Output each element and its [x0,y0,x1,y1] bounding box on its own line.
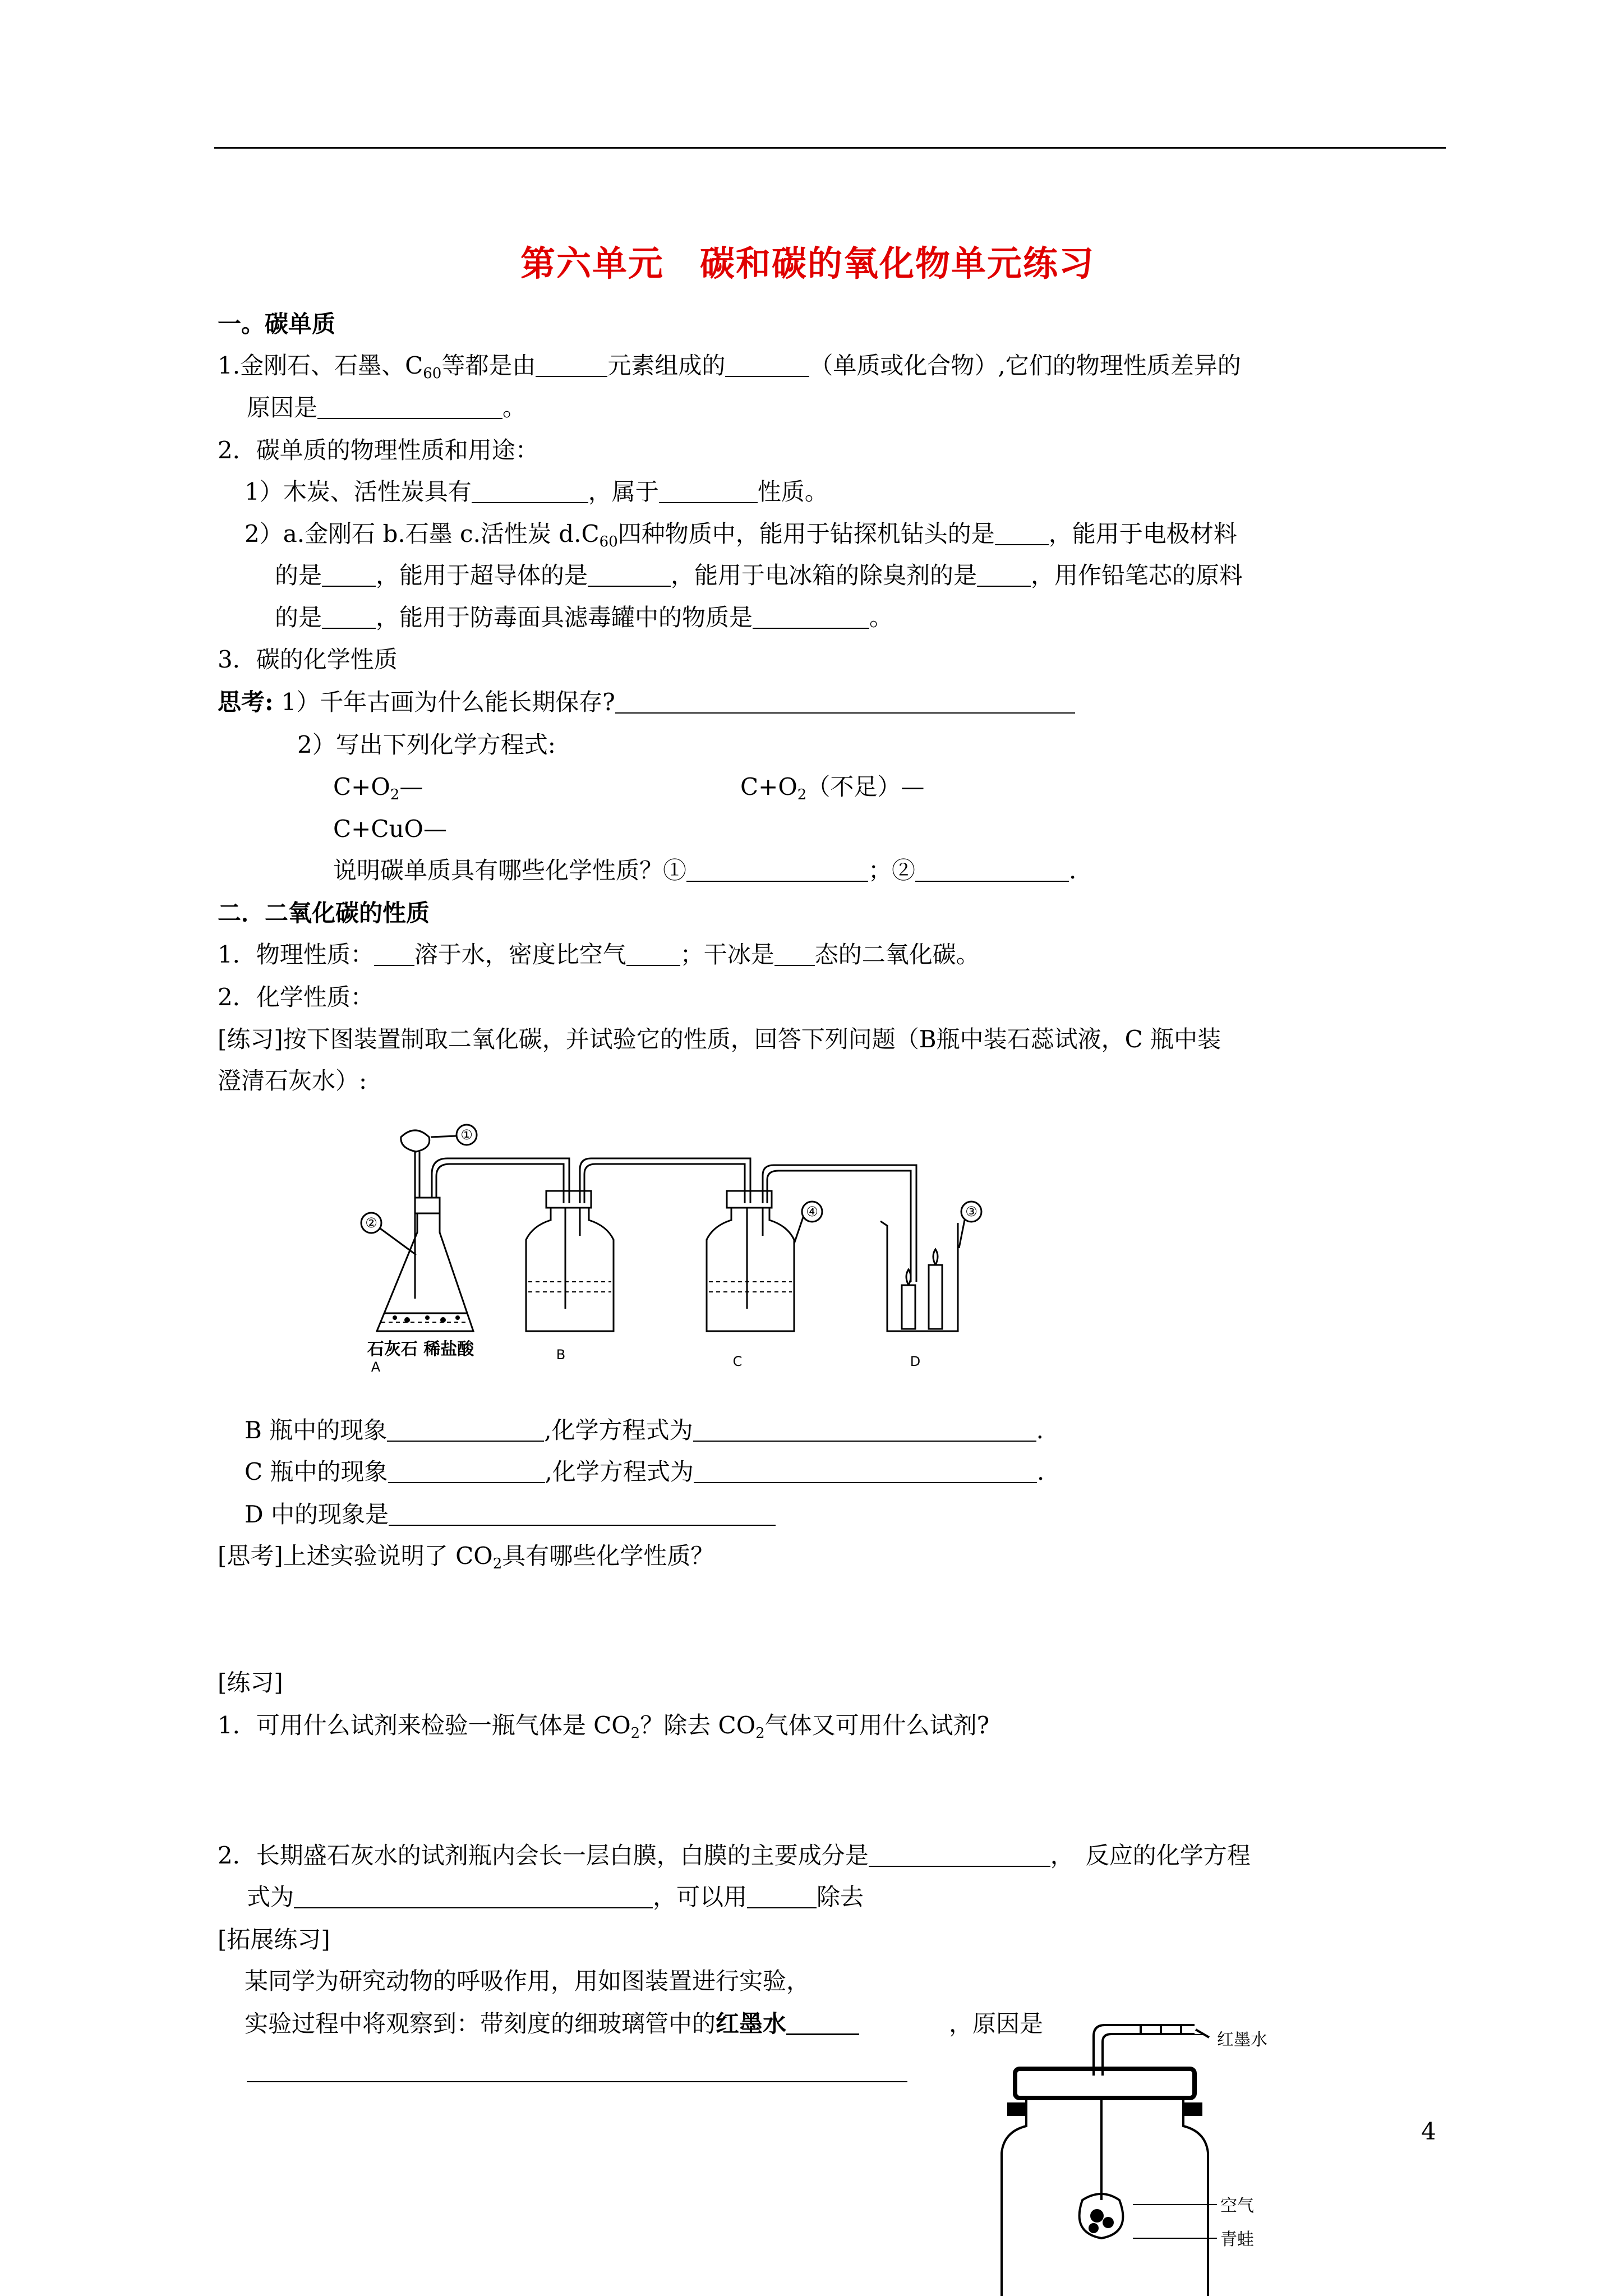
result-d [245,1498,776,1531]
section2-heading: 二．二氧化碳的性质 [218,899,430,927]
flame-1-icon [906,1269,911,1285]
q1-blank-type[interactable] [725,353,809,377]
explain-text-b: ；② [868,857,916,884]
result-d-blank[interactable] [389,1502,776,1526]
q2-blank-deodorant[interactable] [977,563,1031,587]
funnel-icon [401,1130,430,1152]
q2-blank-gasmask[interactable] [753,605,869,629]
equation-2 [740,770,924,812]
result-c-text-a: C 瓶中的现象 [245,1458,388,1485]
q3-think2: 2）写出下列化学方程式: [297,731,556,758]
q1-text-b: 等都是由 [441,352,536,379]
practice-q2-e: 除去 [817,1883,864,1911]
section1-heading: 一。碳单质 [218,310,336,338]
stopper-a [415,1198,440,1213]
label-air: 空气 [1220,2196,1254,2216]
think1-blank[interactable] [615,690,1075,714]
s2-p1-c: ；干冰是 [680,941,774,968]
q2-l1-text-c: 性质。 [757,478,828,505]
q2-l3-text-c: ，能用于电冰箱的除臭剂的是 [671,562,978,589]
label-frog: 青蛙 [1220,2230,1254,2249]
practice-q2-blank-component[interactable] [869,1843,1050,1867]
q2-l2-sub: 60 [599,533,618,550]
q2-l2-text-c: ，能用于电极材料 [1048,520,1237,547]
q1-blank-reason[interactable] [317,395,502,419]
q3-think1 [218,685,1075,719]
eq1-b: — [399,773,423,800]
q2-line3 [275,559,1243,592]
q1-text-d: （单质或化合物）,它们的物理性质差异的 [809,352,1241,379]
extension-red-ink: 红墨水 [716,2010,787,2037]
extension-label: [拓展练习] [218,1926,330,1953]
q1-text-e: 原因是 [247,394,318,421]
frog-respiration-figure [993,2003,1430,2296]
s2-p1-a: 1．物理性质： [218,941,374,968]
practice-q2-blank-remover[interactable] [747,1885,817,1908]
q2-l1-text-a: 1）木炭、活性炭具有 [245,478,472,505]
s2-think-a: [思考]上述实验说明了 CO [218,1542,493,1570]
practice-q2-c: 式为 [247,1883,294,1911]
q2-l3-text-a: 的是 [275,562,322,589]
page-title: 第六单元 碳和碳的氧化物单元练习 [520,243,1095,284]
practice-q1-c: 气体又可用什么试剂? [764,1711,990,1739]
result-d-text: D 中的现象是 [245,1501,389,1528]
s2-exercise-line2: 澄清石灰水）: [218,1067,367,1094]
extension-answer-line[interactable] [247,2081,907,2082]
explain-text-a: 说明碳单质具有哪些化学性质？① [333,857,687,884]
bottle-b [526,1208,614,1331]
bottle-stopper [1015,2069,1195,2098]
result-c-text-b: ,化学方程式为 [545,1458,694,1485]
q2-blank-electrode[interactable] [322,563,376,587]
s2-blank-density[interactable] [626,942,680,966]
result-b-blank-equation[interactable] [693,1418,1036,1442]
practice-q2-blank-equation[interactable] [294,1885,653,1908]
practice-q1-sub2: 2 [755,1725,765,1742]
practice-label: [练习] [218,1669,283,1696]
extension-line1: 某同学为研究动物的呼吸作用，用如图装置进行实验， [245,1967,810,1995]
think-label: 思考: [218,688,274,716]
practice-q2-line2 [247,1880,864,1914]
result-b-text-a: B 瓶中的现象 [245,1416,388,1444]
header-rule [214,147,1446,149]
q2-blank-drill[interactable] [995,522,1049,545]
practice-q1-sub1: 2 [630,1725,640,1742]
result-b-blank-phenomenon[interactable] [387,1418,544,1442]
label-a-caption: 石灰石 稀盐酸 [367,1340,474,1359]
candle-2-icon [929,1265,942,1329]
practice-q1-b: ？除去 CO [640,1711,756,1739]
label-3: ③ [965,1204,978,1220]
beaker-d [880,1221,958,1331]
extension-blank-red-ink[interactable] [786,2011,859,2035]
extension-l2-c: ，原因是 [949,2010,1044,2037]
q2-l3-text-d: ，用作铅笔芯的原料 [1031,562,1243,589]
q2-l4-text-a: 的是 [275,604,322,631]
eq1-a: C+O [333,773,390,800]
page-number: 4 [1421,2118,1436,2145]
practice-q2-line1 [218,1839,1251,1872]
s2-p1-b: 溶于水，密度比空气 [414,941,626,968]
stopper-c [727,1191,772,1208]
result-c-blank-equation[interactable] [694,1460,1037,1483]
think1-text: 1）千年古画为什么能长期保存? [281,688,615,716]
q1-text-a: 1.金刚石、石墨、C [218,352,423,379]
q3-heading: 3．碳的化学性质 [218,646,398,673]
q2-l2-text-a: 2）a.金刚石 b.石墨 c.活性炭 d.C [245,520,600,547]
label-c: C [732,1354,743,1369]
eq2-b: （不足）— [806,773,925,800]
q1-line1 [218,349,1241,390]
q2-line4 [275,601,893,634]
explain-blank-2[interactable] [915,858,1069,882]
candle-1-icon [902,1285,915,1329]
result-b-text-b: ,化学方程式为 [544,1416,693,1444]
s2-exercise-line1: [练习]按下图装置制取二氧化碳，并试验它的性质，回答下列问题（B瓶中装石蕊试液，C 瓶中装 [218,1025,1221,1053]
q2-blank-property[interactable] [472,480,588,503]
extension-l2-a: 实验过程中将观察到：带刻度的细玻璃管中的 [245,2010,716,2037]
q3-explain [333,854,1076,887]
explain-blank-1[interactable] [686,858,868,882]
s2-think [218,1539,714,1581]
q2-heading: 2．碳单质的物理性质和用途： [218,436,539,464]
bottle-c [707,1208,794,1331]
practice-q2-d: ，可以用 [653,1883,748,1911]
s2-chemical: 2．化学性质： [218,983,374,1011]
s2-blank-state[interactable] [774,942,815,966]
result-b-text-c: . [1036,1416,1044,1444]
q1-text-c: 元素组成的 [607,352,726,379]
label-1: ① [460,1127,473,1143]
result-c-text-c: . [1036,1458,1045,1485]
q2-l1-text-b: ，属于 [588,478,659,505]
q2-blank-pencil[interactable] [322,605,376,629]
eq2-a: C+O [740,773,797,800]
explain-text-c: . [1069,857,1077,884]
result-c-blank-phenomenon[interactable] [388,1460,545,1483]
flame-2-icon [933,1249,938,1265]
s2-think-sub: 2 [492,1556,502,1572]
q1-blank-element[interactable] [536,353,607,377]
label-b: B [556,1347,566,1363]
q1-sub: 60 [423,365,442,382]
practice-q1-a: 1．可用什么试剂来检验一瓶气体是 CO [218,1711,631,1739]
s2-p1-d: 态的二氧化碳。 [814,941,980,968]
label-4: ④ [806,1204,818,1220]
q2-line1 [245,475,828,509]
s2-physical [218,938,980,972]
q2-l3-text-b: ，能用于超导体的是 [376,562,588,589]
q2-l2-text-b: 四种物质中，能用于钻探机钻头的是 [617,520,995,547]
q2-blank-kind[interactable] [659,480,758,503]
s2-blank-solubility[interactable] [374,942,414,966]
eq1-sub: 2 [390,786,400,803]
equation-3: C+CuO— [333,815,447,843]
practice-q2-b: ， 反应的化学方程 [1050,1842,1251,1869]
equation-1 [333,770,423,812]
q2-line2 [245,517,1237,559]
q1-line2 [247,391,526,425]
label-a: A [371,1359,381,1375]
practice-q1 [218,1709,989,1750]
result-c [245,1455,1044,1489]
practice-q2-a: 2．长期盛石灰水的试剂瓶内会长一层白膜，白膜的主要成分是 [218,1842,869,1869]
q2-l4-text-c: 。 [869,604,893,631]
label-red-ink: 红墨水 [1217,2030,1267,2050]
label-2: ② [365,1215,377,1231]
q2-l4-text-b: ，能用于防毒面具滤毒罐中的物质是 [376,604,753,631]
result-b [245,1414,1044,1447]
co2-apparatus-diagram [348,1114,1043,1383]
eq2-sub: 2 [797,786,807,803]
q1-text-f: 。 [502,394,527,421]
q2-blank-superconductor[interactable] [588,563,671,587]
label-d: D [910,1354,921,1369]
s2-think-b: 具有哪些化学性质？ [502,1542,714,1570]
